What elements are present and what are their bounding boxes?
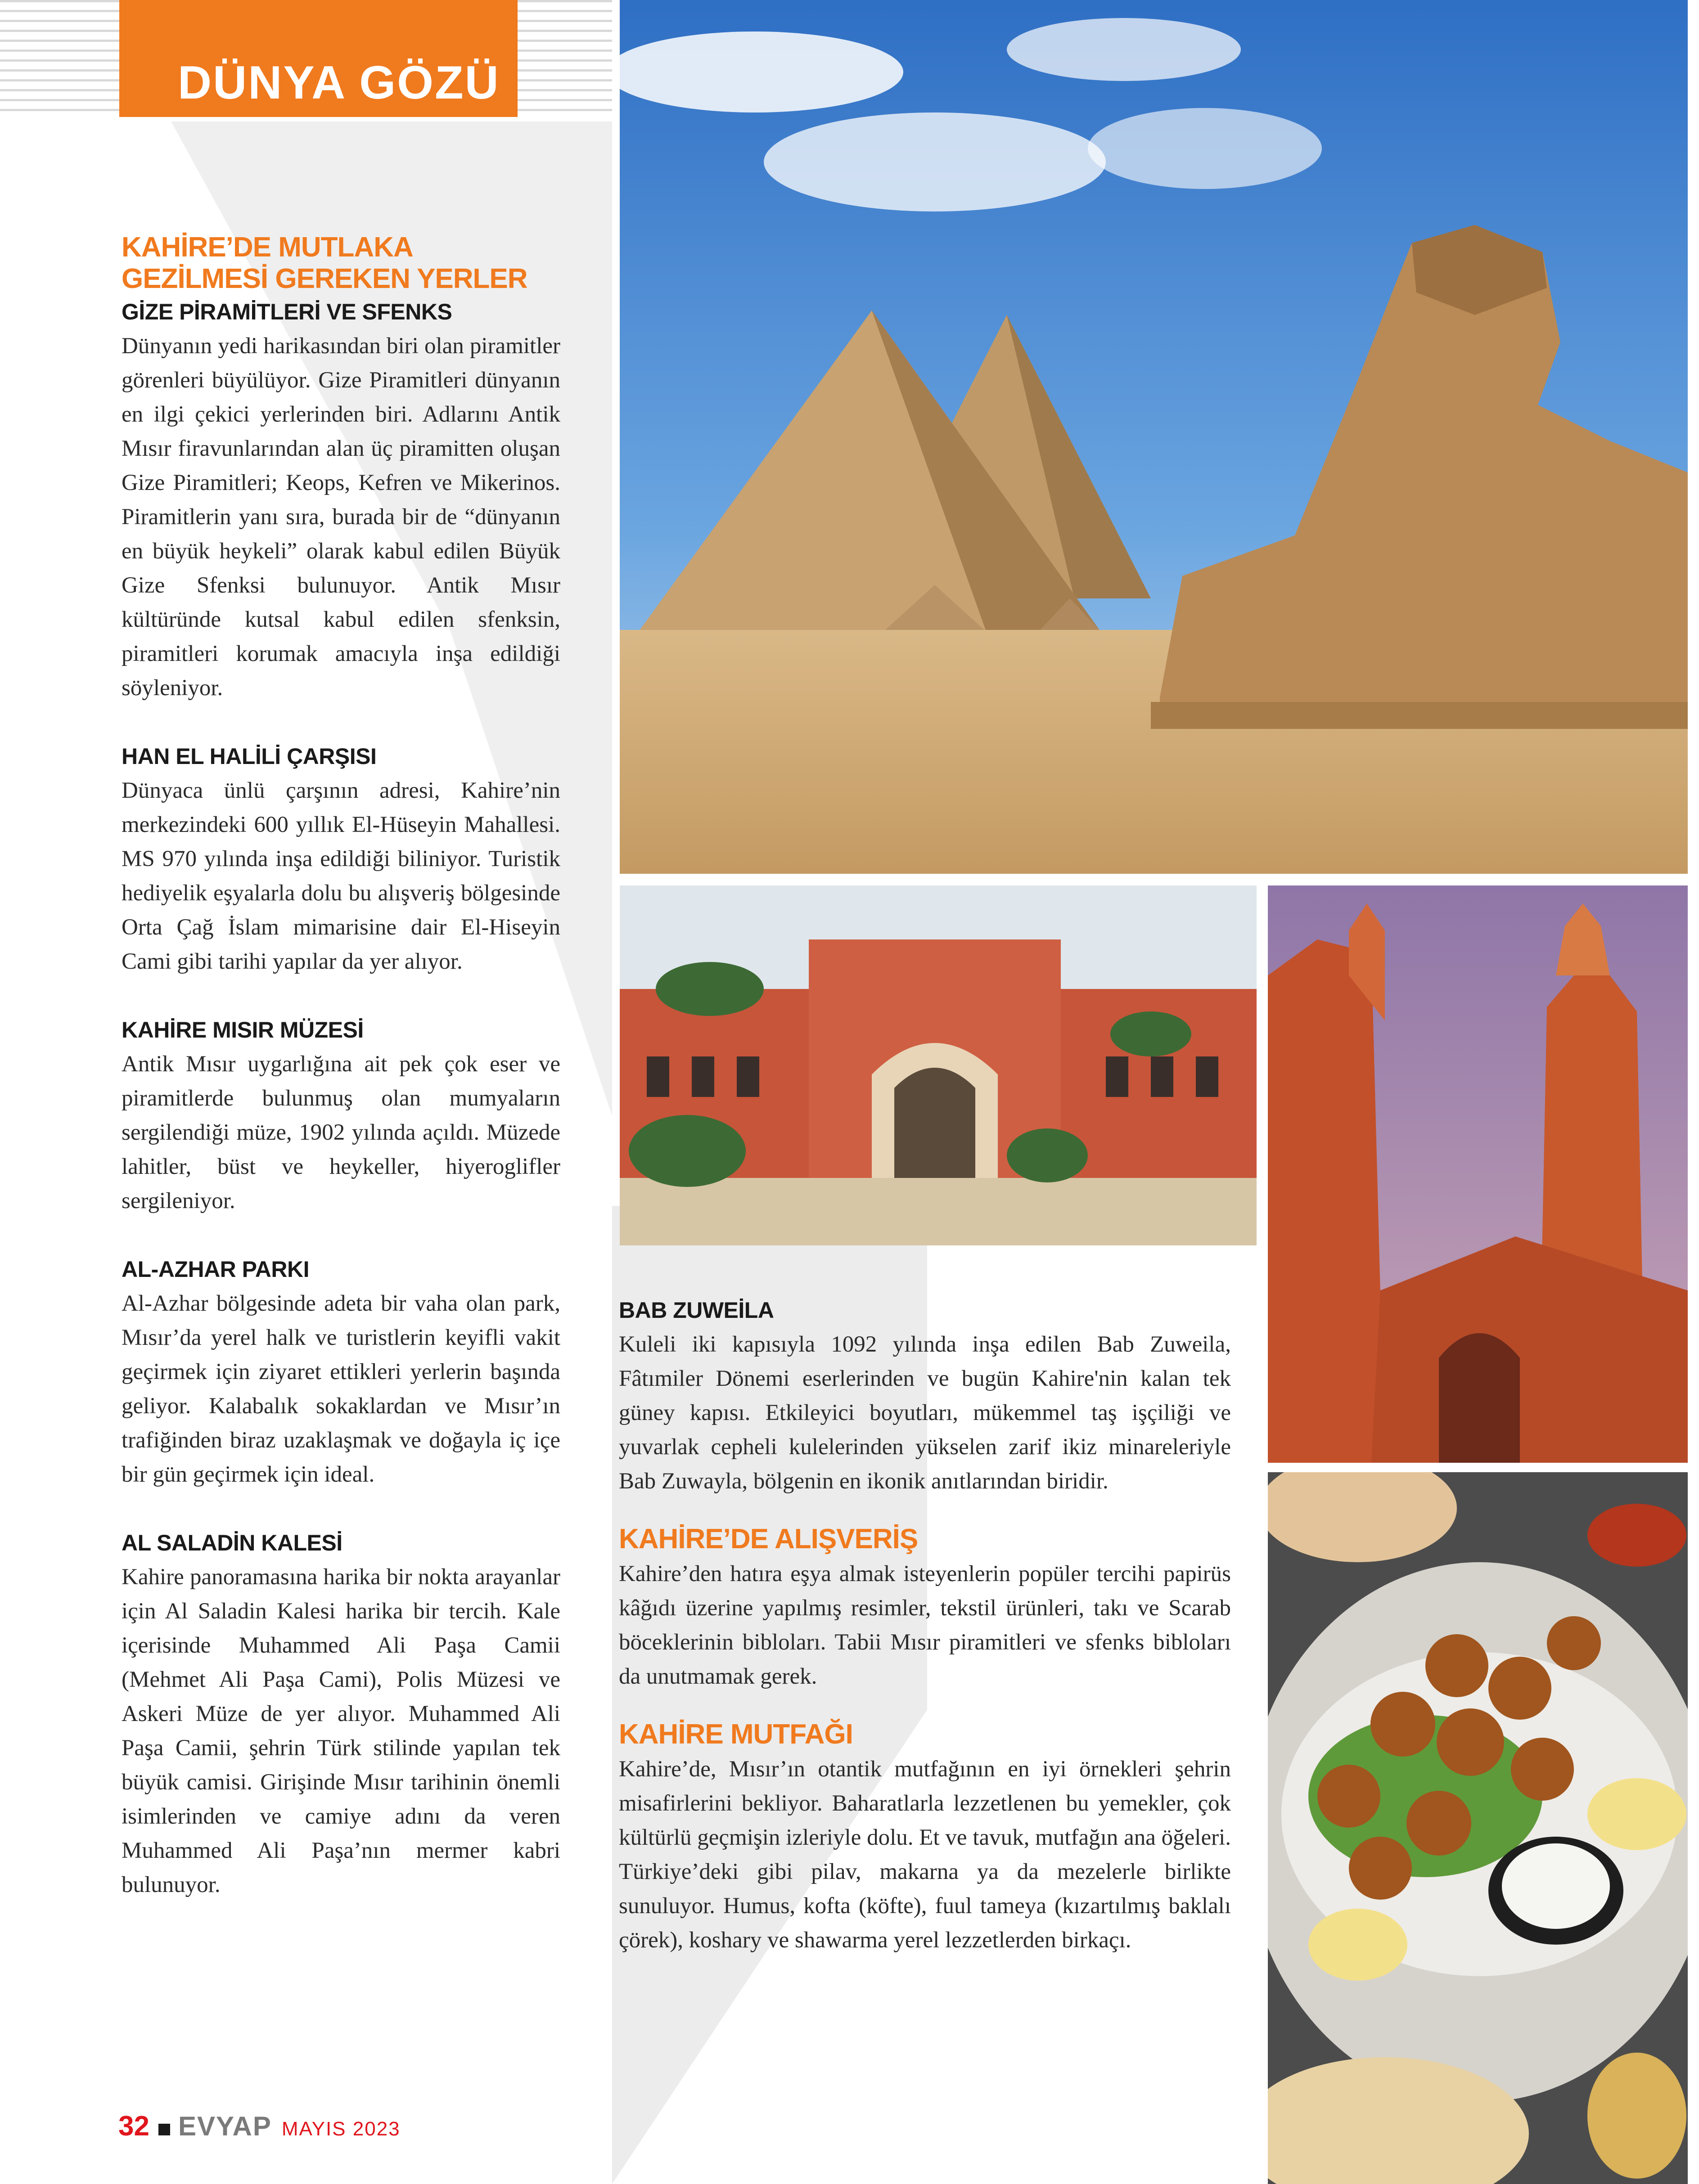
- section-heading-saladin: AL SALADİN KALESİ: [122, 1530, 343, 1555]
- left-column: [122, 232, 560, 1902]
- page-number: 32: [118, 2111, 149, 2142]
- section-heading-han-el-halili: HAN EL HALİLİ ÇARŞISI: [122, 744, 377, 769]
- falafel-food-photo: [1268, 1472, 1688, 2184]
- egyptian-museum-photo: [620, 885, 1257, 1245]
- section-name: DÜNYA GÖZÜ: [178, 57, 500, 109]
- page-footer: [118, 2110, 401, 2142]
- footer-square-icon: [158, 2124, 170, 2135]
- section-heading-al-azhar: AL-AZHAR PARKI: [122, 1257, 310, 1282]
- section-heading-gize: GİZE PİRAMİTLERİ VE SFENKS: [122, 299, 452, 324]
- cuisine-title: KAHİRE MUTFAĞI: [619, 1719, 853, 1750]
- shopping-text: Kahire’den hatıra eşya almak isteyenlerin popüler tercihi papirüs kâğıdı üzerine yapılmış resimler, tekstil ürünleri, takı ve Scarab böceklerinin biblоları. Tabii Mısır piramitleri ve sfenks biblоları da unutmamak gerek.: [619, 1561, 1231, 1689]
- section-text-al-azhar: Al-Azhar bölgesinde adeta bir vaha olan park, Mısır’da yerel halk ve turistlerin keyifli vakit geçirmek için ziyaret ettikleri yerlerin başında geliyor. Kalabalık sokaklardan ve Mısır’ın trafiğinden biraz uzaklaşmak ve doğayla iç içe bir gün geçirmek için ideal.: [122, 1291, 560, 1487]
- right-column: [619, 1293, 1231, 1957]
- left-title: KAHİRE’DE MUTLAKA GEZİLMESİ GEREKEN YERLER: [122, 232, 527, 294]
- section-text-gize: Dünyanın yedi harikasından biri olan piramitler görenleri büyülüyor. Gize Piramitleri dünyanın en ilgi çekici yerlerinden biri. Adlarını Antik Mısır firavunlarından alan üç piramitten oluşan Gize Piramitleri; Keops, Kefren ve Mikerinos. Piramitlerin yanı sıra, burada bir de “dünyanın en büyük heykeli” olarak kabul edilen Büyük Gize Sfenksi bulunuyor. Antik Mısır kültüründe kutsal kabul edilen sfenksin, piramitleri korumak amacıyla inşa edildiği söyleniyor.: [122, 333, 560, 701]
- section-text-saladin: Kahire panoramasına harika bir nokta arayanlar için Al Saladin Kalesi harika bir tercih. Kale içerisinde Muhammed Ali Paşa Camii (Mehmet Ali Paşa Cami), Polis Müzesi ve Askeri Müze de yer alıyor. Muhammed Ali Paşa Camii, şehrin Türk stilinde yapılan tek büyük camisi. Girişinde Mısır tarihinin önemli isimlerinden ve camiye adını da veren Muhammed Ali Paşa’nın mermer kabri bulunuyor.: [122, 1564, 560, 1897]
- section-text-museum: Antik Mısır uygarlığına ait pek çok eser ve piramitlerde bulunmuş olan mumyaların sergilendiği müze, 1902 yılında açıldı. Müzede lahitler, büst ve heykeller, hiyeroglifler sergileniyor.: [122, 1052, 560, 1213]
- section-tab: [119, 0, 518, 117]
- issue-date: MAYIS 2023: [281, 2118, 401, 2140]
- section-heading-bab-zuweila: BAB ZUWEİLA: [619, 1298, 774, 1323]
- section-text-bab-zuweila: Kuleli iki kapısıyla 1092 yılında inşa edilen Bab Zuweila, Fâtımiler Dönemi eserlerinden ve bugün Kahire'nin kalan tek güney kapısı. Etkileyici boyutları, mükemmel taş işçiliği ve yuvarlak cepheli kulelerinden yükselen zarif ikiz minareleriyle Bab Zuwayla, bölgenin en ikonik anıtlarından biridir.: [619, 1332, 1231, 1494]
- section-heading-museum: KAHİRE MISIR MÜZESİ: [122, 1017, 364, 1043]
- magazine-brand: EVYAP: [178, 2111, 272, 2141]
- pyramids-sphinx-photo: [620, 0, 1688, 874]
- bab-zuweila-photo: [1268, 885, 1688, 1463]
- cuisine-text: Kahire’de, Mısır’ın otantik mutfağının en iyi örnekleri şehrin misafirlerini bekliyor. Baharatlarla lezzetlenen bu yemekler, çok kültürlü geçmişin izleriyle dolu. Et ve tavuk, mutfağın ana öğeleri. Türkiye’deki gibi pilav, makarna ya da mezelerle birlikte sunuluyor. Humus, kofta (köfte), fuul tameya (kızartılmış baklalı çörek), koshary ve shawarma yerel lezzetlerden birkaçı.: [619, 1757, 1231, 1953]
- section-text-han-el-halili: Dünyaca ünlü çarşının adresi, Kahire’nin merkezindeki 600 yıllık El-Hüseyin Mahallesi. MS 970 yılında inşa edildiği biliniyor. Turistik hediyelik eşyalarla dolu bu alışveriş bölgesinde Orta Çağ İslam mimarisine dair El-Hiseyin Cami gibi tarihi yapılar da yer alıyor.: [122, 778, 560, 974]
- shopping-title: KAHİRE’DE ALIŞVERİŞ: [619, 1523, 918, 1555]
